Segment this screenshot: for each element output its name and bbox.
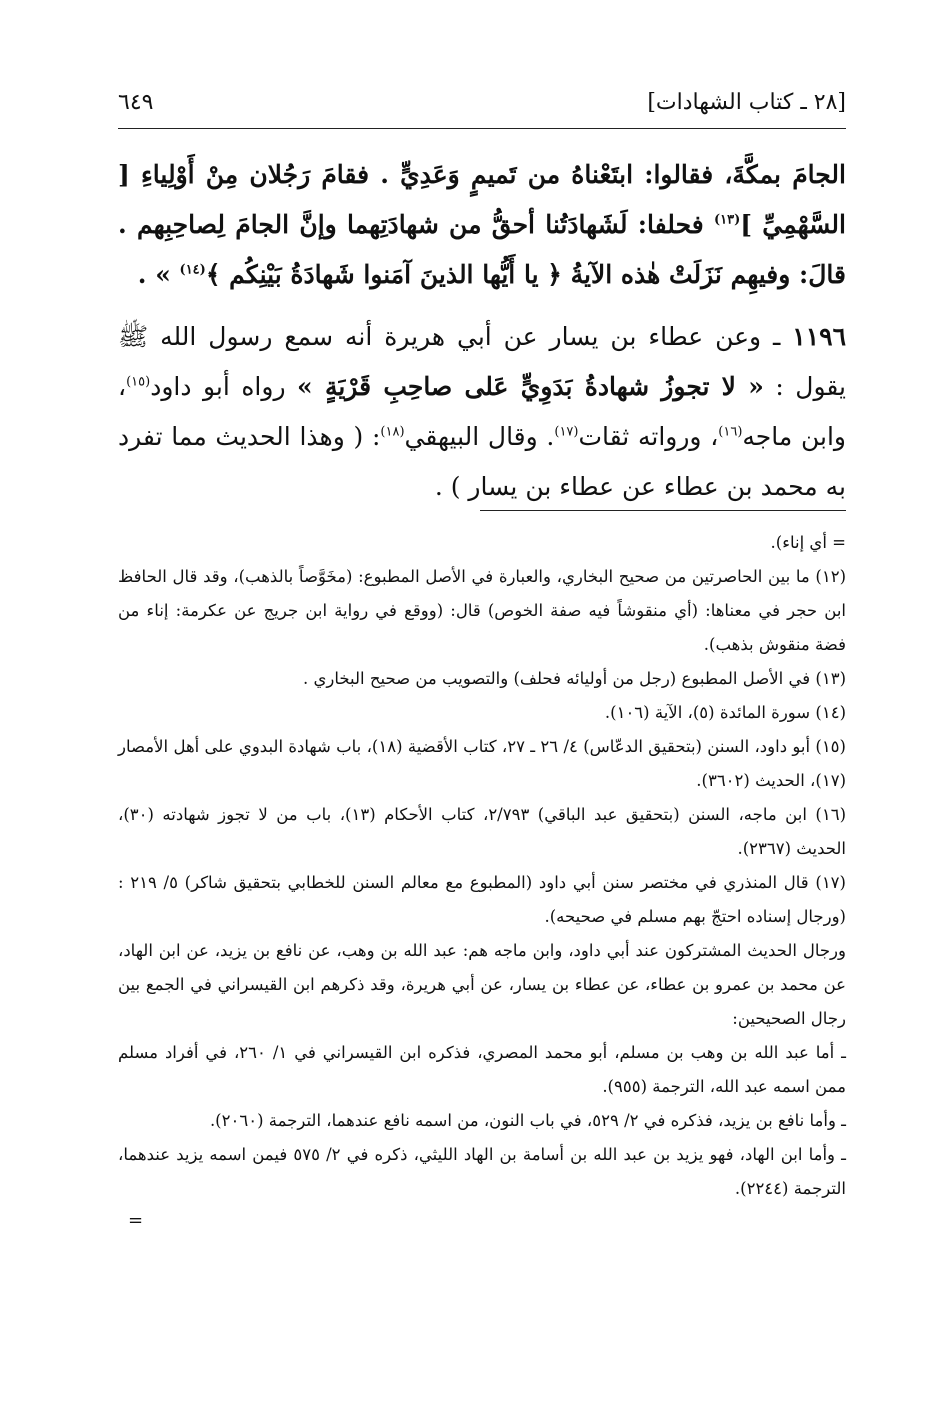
hadith-matn: « لا تجوزُ شهادةُ بَدَوِيٍّ عَلى صاحِبِ قَرْيَةٍ »: [297, 372, 764, 401]
hadith-text-3: رواه أبو داود: [150, 372, 298, 401]
footnote-13: (١٣) في الأصل المطبوع (رجل من أوليائه فحلف) والتصويب من صحيح البخاري .: [302, 669, 846, 688]
main-line-1: الجامَ بمكَّةَ، فقالوا: ابتَعْناهُ من تَميمٍ وَعَدِيٍّ . فقامَ رَجُلان مِنْ أَوْلِياءِ: [141, 160, 846, 189]
footnote-ref-13: (١٣): [713, 212, 741, 228]
hadith-1196-paragraph: [118, 312, 846, 512]
footnote-continuation: = أي إناء).: [770, 533, 846, 552]
chapter-title: [٢٨ ـ كتاب الشهادات]: [647, 90, 846, 115]
hadith-number: ١١٩٦: [792, 322, 846, 351]
hadith-text-6: . وقال البيهقي: [404, 422, 555, 451]
footnote-17: (١٧) قال المنذري في مختصر سنن أبي داود (المطبوع مع معالم السنن للخطابي بتحقيق شاكر) ٥/ ٢١٩ : (ورجال إسناده احتجّ بهم مسلم في صحيحه).: [118, 873, 846, 926]
hadith-text-4: ، وابن ماجه: [118, 372, 846, 451]
footnote-14: (١٤) سورة المائدة (٥)، الآية (١٠٦).: [604, 703, 846, 722]
page-number: ٦٤٩: [118, 90, 154, 115]
footnote-ref-18: (١٨): [380, 424, 405, 440]
footnote-15: (١٥) أبو داود، السنن (بتحقيق الدعّاس) ٤/ ٢٦ ـ ٢٧، كتاب الأقضية (١٨)، باب شهادة البدوي على أهل الأمصار (١٧)، الحديث (٣٦٠٢).: [118, 737, 846, 790]
footnote-divider: [480, 510, 846, 511]
page-header: [118, 84, 846, 124]
footnote-17-nafi: ـ وأما نافع بن يزيد، فذكره في ٢/ ٥٢٩، في باب النون، من اسمه نافع عندهما، الترجمة (٢٠٦٠).: [209, 1111, 846, 1130]
main-line-2a: [ السَّهْمِيِّ ]: [118, 160, 846, 239]
continuation-mark: =: [128, 1210, 144, 1231]
footnote-17-narrators: ورجال الحديث المشتركون عند أبي داود، وابن ماجه هم: عبد الله بن وهب، عن نافع بن يزيد، عن ابن الهاد، عن محمد بن عمرو بن عطاء، عن عطاء بن يسار، عن أبي هريرة، وقد ذكرهم ابن القيسراني في الجمع بين رجال الصحيحين:: [118, 941, 846, 1028]
footnote-ref-15: (١٥): [126, 374, 151, 390]
footnote-16: (١٦) ابن ماجه، السنن (بتحقيق عبد الباقي) ٢/٧٩٣، كتاب الأحكام (١٣)، باب من لا تجوز شهادته (٣٠)، الحديث (٢٣٦٧).: [118, 805, 846, 858]
header-divider: [118, 128, 846, 129]
main-line-2b: فحلفا: لَشَهادَتُنا أحقُّ من شهادَتِهما وإنَّ الجامَ لِصاحِبِهم . قالَ:: [118, 210, 846, 289]
footnote-ref-14: (١٤): [179, 262, 206, 278]
footnote-17-ibn-alhad: ـ وأما ابن الهاد، فهو يزيد بن عبد الله بن أسامة بن الهاد الليثي، ذكره في ٢/ ٥٧٥ فيمن اسمه يزيد عندهما، الترجمة (٢٢٤٤).: [118, 1145, 846, 1198]
hadith-text-1: ـ وعن عطاء بن يسار عن أبي هريرة أنه سمع رسول الله ﷺ يقول :: [118, 322, 846, 401]
hadith-text-7: : ( وهذا الحديث مما تفرد به محمد بن عطاء عن عطاء بن يسار ) .: [118, 422, 846, 501]
footnote-ref-16: (١٦): [718, 424, 743, 440]
footnote-17-ibn-wahb: ـ أما عبد الله بن وهب بن مسلم، أبو محمد المصري، فذكره ابن القيسراني في ١/ ٢٦٠، في أفراد مسلم ممن اسمه عبد الله، الترجمة (٩٥٥).: [118, 1043, 846, 1096]
footnotes: [118, 526, 846, 1206]
main-text: [118, 150, 846, 512]
hadith-text-5: ، ورواته ثقات: [578, 422, 719, 451]
footnote-ref-17: (١٧): [554, 424, 579, 440]
footnote-12: (١٢) ما بين الحاصرتين من صحيح البخاري، والعبارة في الأصل المطبوع: (مخَوَّصاً بالذهب)، وقد قال الحافظ ابن حجر في معناها: (أي منقوشاً فيه صفة الخوص) قال: (ووقع في رواية ابن جريج عن عكرمة: إناء من فضة منقوش بذهب).: [118, 567, 846, 654]
hadith-continuation-paragraph: [118, 150, 846, 300]
main-line-3b: » .: [137, 260, 180, 289]
main-line-3a: وفيهِم نَزَلَتْ هٰذه الآيةُ ﴿ يا أَيُّها الذينَ آمَنوا شَهادَةُ بَيْنِكُم ﴾: [205, 260, 791, 289]
